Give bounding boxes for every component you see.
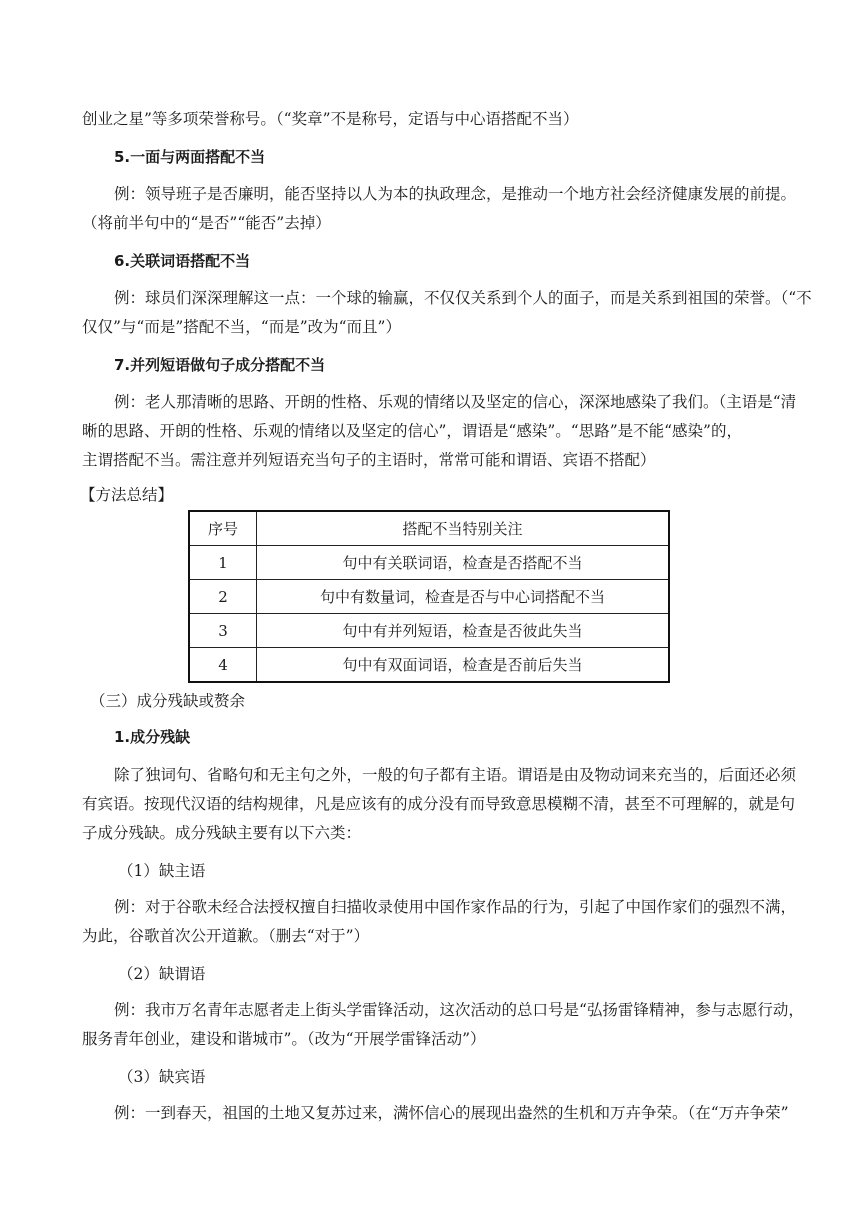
table-cell: 4 <box>189 648 257 683</box>
paragraph-line: 服务青年创业，建设和谐城市”。（改为“开展学雷锋活动”） <box>82 1030 486 1048</box>
table-cell: 3 <box>189 614 257 648</box>
paragraph-line: 例：一到春天，祖国的土地又复苏过来，满怀信心的展现出盎然的生机和万卉争荣。（在“万卉争荣” <box>114 1104 789 1122</box>
section-heading-1: 1.成分残缺 <box>114 728 191 746</box>
subsection-heading: （2）缺谓语 <box>118 965 206 983</box>
paragraph-line: 子成分残缺。成分残缺主要有以下六类： <box>82 824 362 842</box>
section-title-3: （三）成分残缺或赘余 <box>90 692 246 710</box>
section-heading-7: 7.并列短语做句子成分搭配不当 <box>114 356 326 374</box>
paragraph-line: 主谓搭配不当。需注意并列短语充当句子的主语时，常常可能和谓语、宾语不搭配） <box>82 451 656 469</box>
paragraph-line: 有宾语。按现代汉语的结构规律，凡是应该有的成分没有而导致意思模糊不清，甚至不可理解的，就是句 <box>82 795 796 813</box>
section-heading-6: 6.关联词语搭配不当 <box>114 252 251 270</box>
paragraph-line: 仅仅”与“而是”搭配不当，“而是”改为“而且”） <box>82 318 401 336</box>
summary-table <box>188 510 670 683</box>
section-heading-5: 5.一面与两面搭配不当 <box>114 148 266 166</box>
table-cell: 1 <box>189 546 257 580</box>
table-cell: 句中有数量词，检查是否与中心词搭配不当 <box>257 580 670 614</box>
table-header-cell: 序号 <box>189 511 257 546</box>
table-row <box>189 614 669 648</box>
paragraph-line: 除了独词句、省略句和无主句之外，一般的句子都有主语。谓语是由及物动词来充当的，后面还必须 <box>114 766 797 784</box>
subsection-heading: （3）缺宾语 <box>118 1068 206 1086</box>
method-summary-title: 【方法总结】 <box>80 486 174 504</box>
table-cell: 句中有双面词语，检查是否前后失当 <box>257 648 670 683</box>
table-cell: 句中有关联词语，检查是否搭配不当 <box>257 546 670 580</box>
paragraph-line: 例：我市万名青年志愿者走上街头学雷锋活动，这次活动的总口号是“弘扬雷锋精神，参与志愿行动， <box>114 1001 804 1019</box>
table-header-row <box>189 511 669 546</box>
table-row <box>189 546 669 580</box>
paragraph-line: 创业之星”等多项荣誉称号。（“奖章”不是称号，定语与中心语搭配不当） <box>82 110 579 128</box>
paragraph-line: 为此，谷歌首次公开道歉。（删去“对于”） <box>82 927 370 945</box>
table-cell: 2 <box>189 580 257 614</box>
subsection-heading: （1）缺主语 <box>118 862 206 880</box>
paragraph-line: 例：领导班子是否廉明，能否坚持以人为本的执政理念，是推动一个地方社会经济健康发展的前提。 <box>114 185 797 203</box>
table-row <box>189 580 669 614</box>
paragraph-line: 例：球员们深深理解这一点：一个球的输赢，不仅仅关系到个人的面子，而是关系到祖国的荣誉。（“不 <box>114 289 812 307</box>
table-row <box>189 648 669 683</box>
paragraph-line: 例：老人那清晰的思路、开朗的性格、乐观的情绪以及坚定的信心，深深地感染了我们。（主语是“清 <box>114 393 797 411</box>
paragraph-line: 例：对于谷歌未经合法授权擅自扫描收录使用中国作家作品的行为，引起了中国作家们的强烈不满， <box>114 898 797 916</box>
paragraph-line: 晰的思路、开朗的性格、乐观的情绪以及坚定的信心”，谓语是“感染”。“思路”是不能“感染”的， <box>82 422 742 440</box>
paragraph-line: （将前半句中的“是否”“能否”去掉） <box>82 214 331 232</box>
table-header-cell: 搭配不当特别关注 <box>257 511 670 546</box>
table-cell: 句中有并列短语，检查是否彼此失当 <box>257 614 670 648</box>
